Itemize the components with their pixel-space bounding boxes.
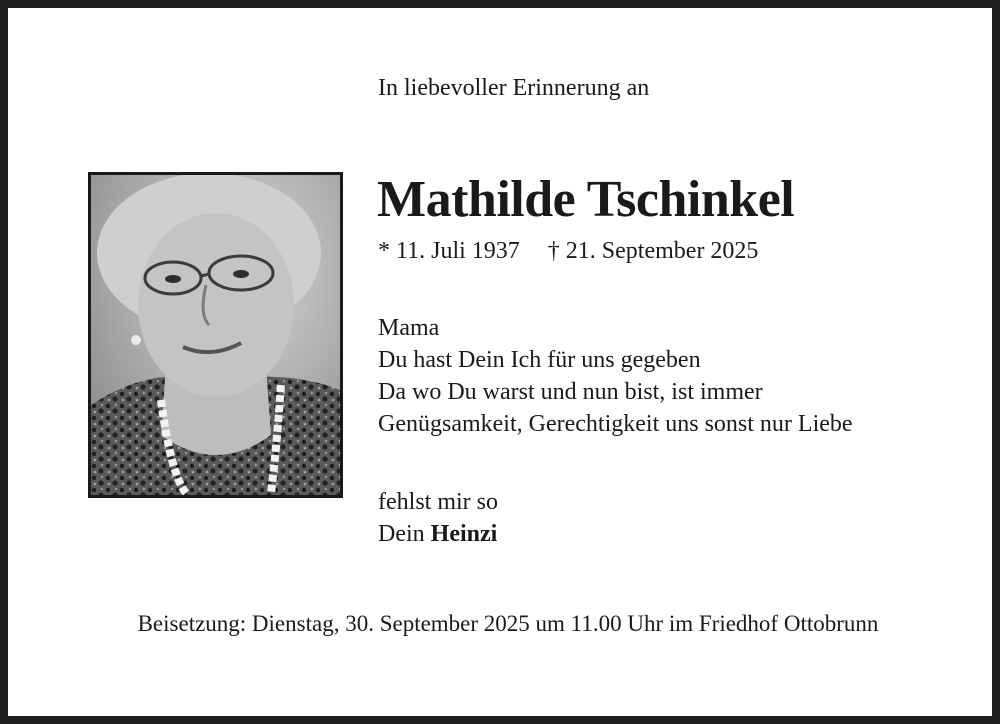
birth-date: * 11. Juli 1937 <box>378 238 520 264</box>
closing <box>378 486 498 550</box>
portrait-photo <box>88 172 343 498</box>
burial-info: Beisetzung: Dienstag, 30. September 2025 um 11.00 Uhr im Friedhof Ottobrunn <box>137 611 879 636</box>
poem-line: Genügsamkeit, Gerechtigkeit uns sonst nur Liebe <box>378 411 853 437</box>
closing-line: fehlst mir so <box>378 489 498 515</box>
death-date: † 21. September 2025 <box>547 238 759 264</box>
poem-line: Du hast Dein Ich für uns gegeben <box>378 347 701 373</box>
poem-line: Mama <box>378 315 440 341</box>
signature-name: Heinzi <box>430 521 498 547</box>
poem <box>378 312 853 440</box>
signature-prefix: Dein <box>378 521 425 547</box>
intro-text: In liebevoller Erinnerung an <box>378 75 650 101</box>
deceased-name: Mathilde Tschinkel <box>377 171 795 228</box>
life-dates <box>378 234 758 268</box>
signature-line <box>378 518 498 550</box>
portrait-image <box>91 175 340 495</box>
poem-line: Da wo Du warst und nun bist, ist immer <box>378 379 763 405</box>
